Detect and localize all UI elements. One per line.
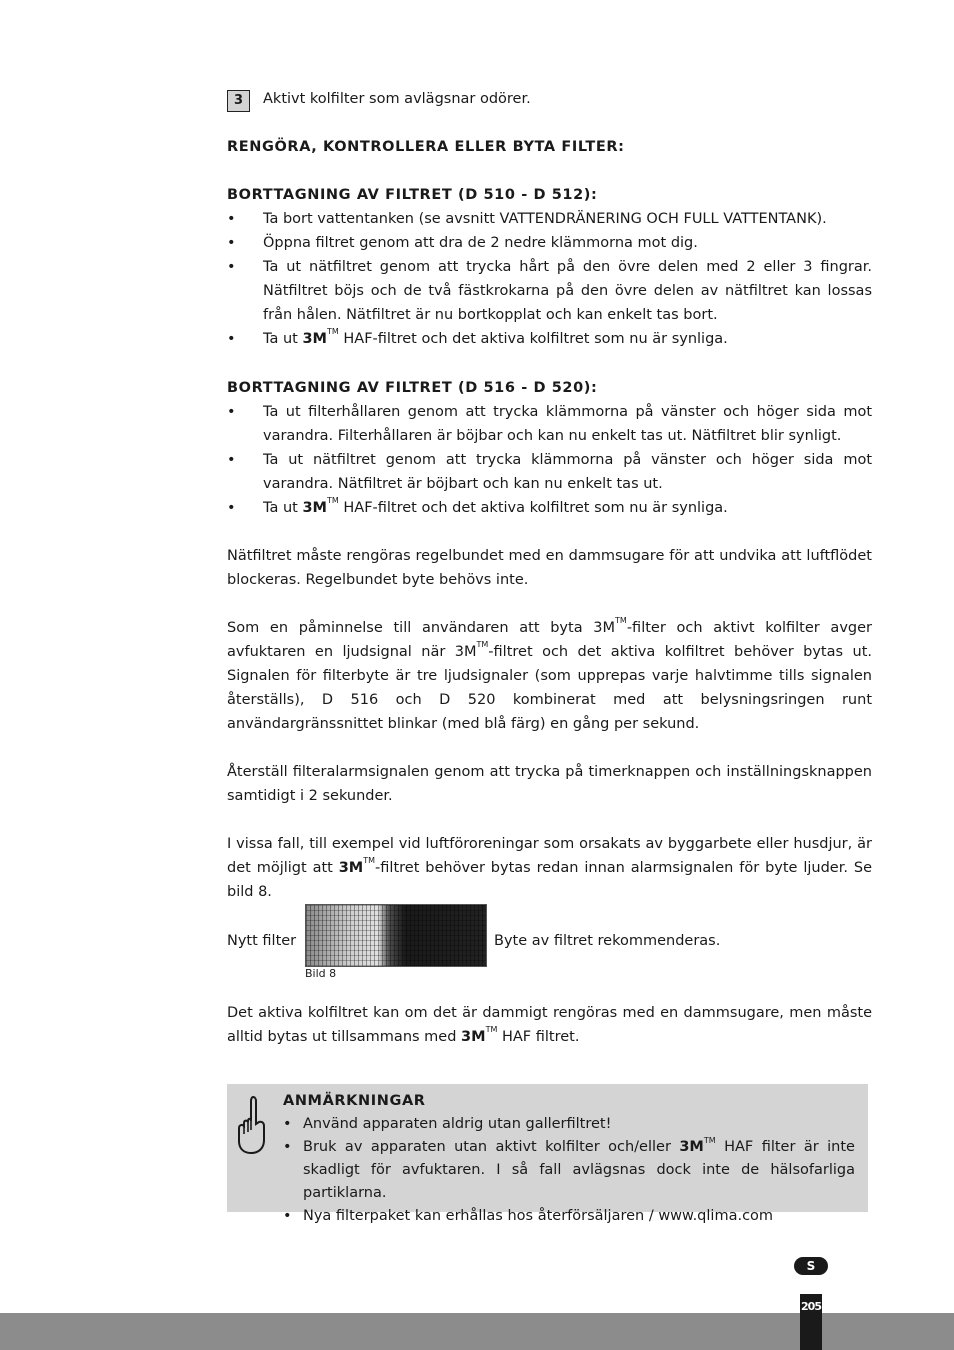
list-item: • Ta ut 3M™ HAF-filtret och det aktiva kolfiltret som nu är synliga. — [227, 496, 872, 520]
figure-label-new: Nytt filter — [227, 933, 297, 949]
list-item: • Använd apparaten aldrig utan gallerfiltret! — [283, 1113, 855, 1136]
figure-caption: Bild 8 — [305, 967, 337, 980]
section2-list — [227, 400, 872, 520]
list-item: • Ta ut filterhållaren genom att trycka klämmorna på vänster och höger sida mot varandra. Filterhållaren är böjbar och kan nu enkelt tas ut. Nätfiltret blir synligt. — [227, 400, 872, 448]
list-item: • Ta bort vattentanken (se avsnitt VATTENDRÄNERING OCH FULL VATTENTANK). — [227, 207, 872, 231]
section2-heading: BORTTAGNING AV FILTRET (D 516 - D 520): — [227, 380, 598, 396]
notes-box — [227, 1084, 868, 1224]
notes-title: ANMÄRKNINGAR — [283, 1093, 426, 1109]
list-item: • Ta ut nätfiltret genom att trycka klämmorna på vänster och höger sida mot varandra. Nätfiltret är böjbart och kan nu enkelt tas ut. — [227, 448, 872, 496]
paragraph-reset: Återställ filteralarmsignalen genom att trycka på timerknappen och inställningsknappen samtidigt i 2 sekunder. — [227, 764, 872, 804]
list-item: • Ta ut nätfiltret genom att trycka hårt på den övre delen med 2 eller 3 fingrar. Nätfiltret böjs och de två fästkrokarna på den övre delen av nätfiltret kan lossas från hålen. Nätfiltret är nu bortkopplat och kan enkelt tas bort. — [227, 255, 872, 327]
figure-label-replace: Byte av filtret rekommenderas. — [494, 933, 721, 949]
language-badge: S — [794, 1257, 828, 1275]
notes-list — [283, 1113, 855, 1228]
section1-heading: BORTTAGNING AV FILTRET (D 510 - D 512): — [227, 187, 598, 203]
main-heading: RENGÖRA, KONTROLLERA ELLER BYTA FILTER: — [227, 139, 625, 155]
paragraph-signal: Som en påminnelse till användaren att byta 3M™-filter och aktivt kolfilter avger avfuktaren en ljudsignal när 3M™-filtret och det aktiva kolfiltret behöver bytas ut. Signalen för filterbyte är tre ljudsignaler (som upprepas varje halvtimme tills signalen återställs), D 516 och D 520 kombinerat med att belysningsringen runt användargränssnittet blinkar (med blå färg) en gång per sekund. — [227, 616, 872, 732]
section1-list — [227, 207, 872, 351]
list-item: • Nya filterpaket kan erhållas hos återförsäljaren / www.qlima.com — [283, 1205, 855, 1228]
list-item: • Ta ut 3M™ HAF-filtret och det aktiva kolfiltret som nu är synliga. — [227, 327, 872, 351]
list-item: • Öppna filtret genom att dra de 2 nedre klämmorna mot dig. — [227, 231, 872, 255]
step-3-text: Aktivt kolfilter som avlägsnar odörer. — [263, 91, 531, 107]
pointing-hand-icon — [233, 1094, 269, 1156]
list-item: • Bruk av apparaten utan aktivt kolfilter och/eller 3M™ HAF filter är inte skadligt för avfuktaren. I så fall avlägsnas dock inte de hälsofarliga partiklarna. — [283, 1136, 855, 1205]
paragraph-early-replace: I vissa fall, till exempel vid luftföroreningar som orsakats av byggarbete eller husdjur, är det möjligt att 3M™-filtret behöver bytas redan innan alarmsignalen för byte ljuder. Se bild 8. — [227, 836, 872, 900]
page-number: 205 — [800, 1294, 822, 1350]
paragraph-carbon-filter: Det aktiva kolfiltret kan om det är dammigt rengöras med en dammsugare, men måste alltid bytas ut tillsammans med 3M™ HAF filtret. — [227, 1005, 872, 1045]
step-number-box: 3 — [227, 90, 250, 112]
filter-comparison-image — [305, 904, 487, 967]
paragraph-cleaning: Nätfiltret måste rengöras regelbundet med en dammsugare för att undvika att luftflödet blockeras. Regelbundet byte behövs inte. — [227, 548, 872, 588]
